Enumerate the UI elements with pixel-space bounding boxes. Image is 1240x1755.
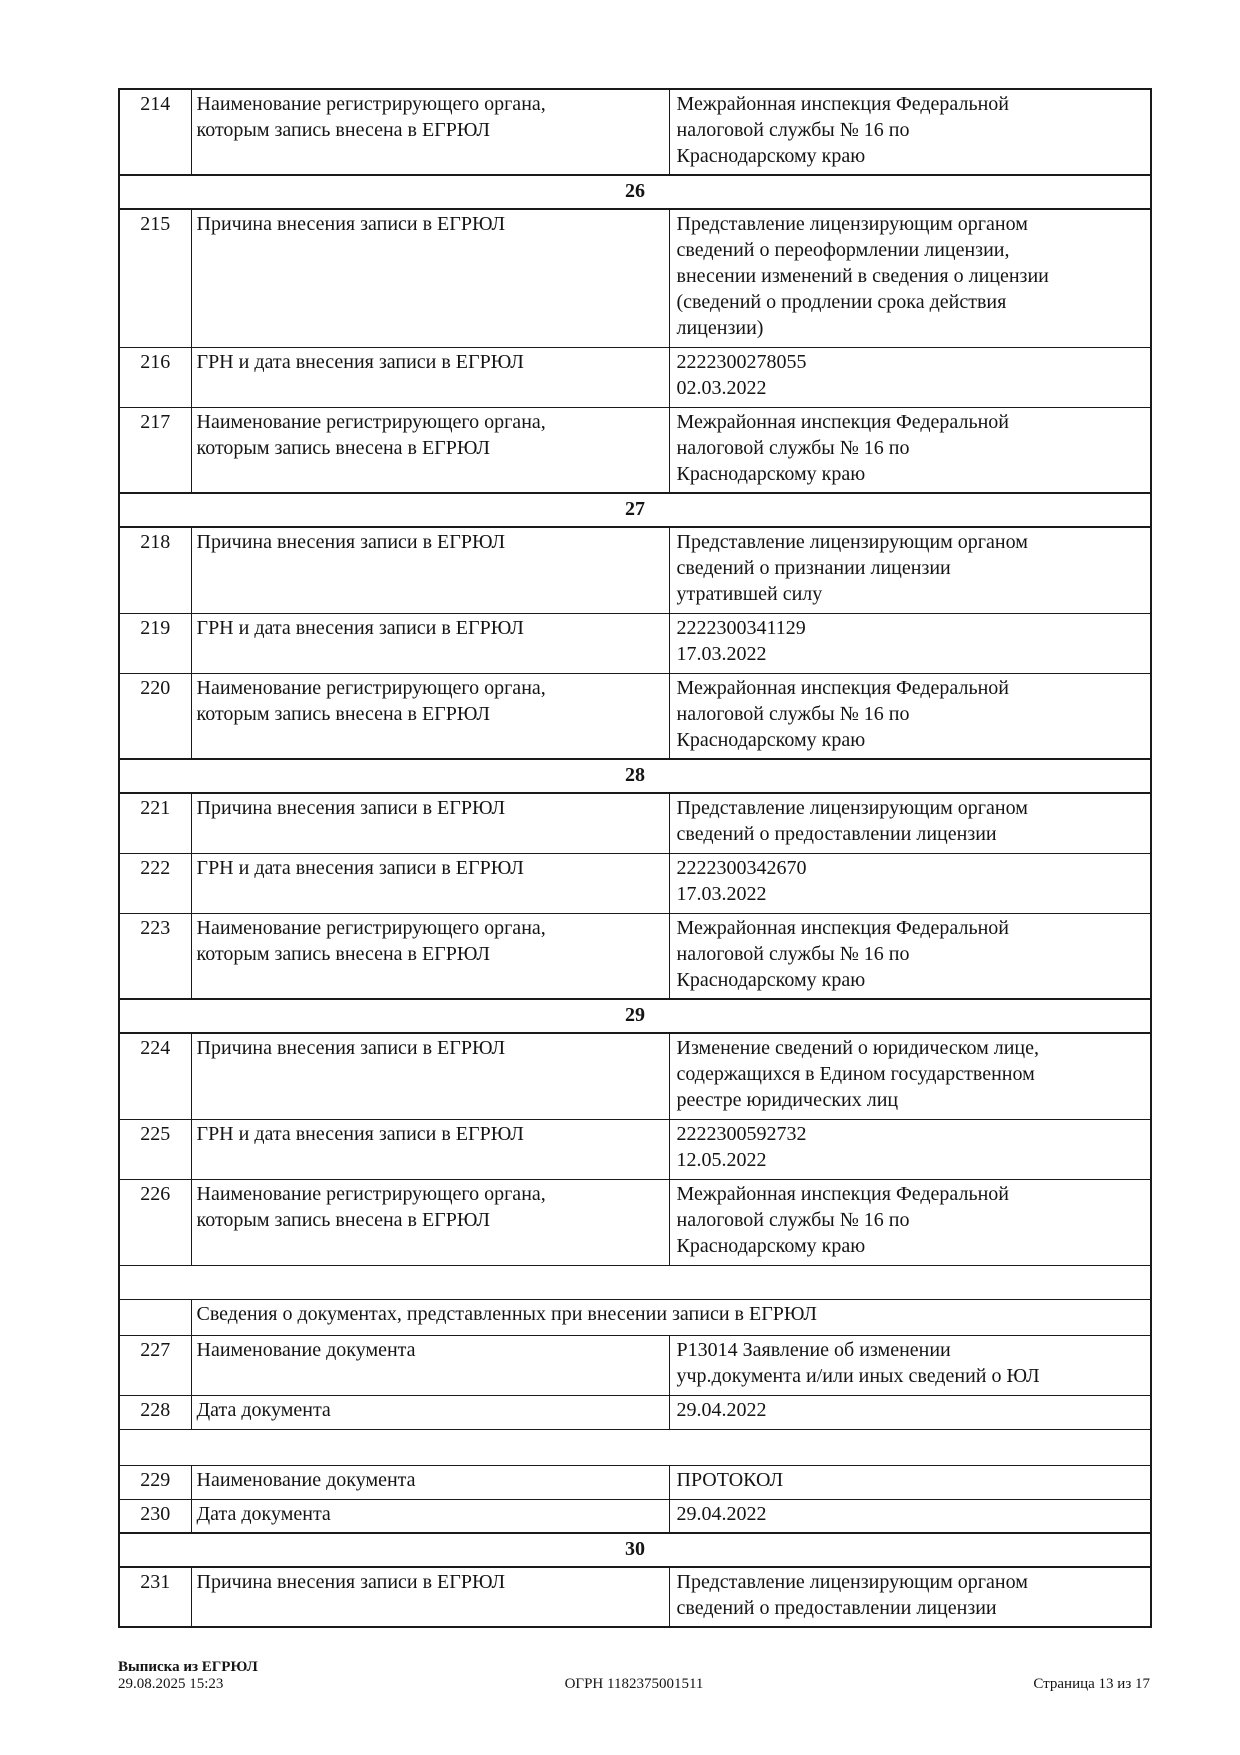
record-value (669, 1179, 1151, 1265)
record-value (669, 89, 1151, 175)
record-label (191, 209, 669, 347)
section-number: 26 (625, 180, 645, 202)
footer-ogrn: ОГРН 1182375001511 (564, 1676, 704, 1692)
table-row (119, 613, 1151, 673)
record-value (669, 209, 1151, 347)
record-number: 217 (119, 407, 191, 493)
record-label-line: ГРН и дата внесения записи в ЕГРЮЛ (196, 616, 524, 639)
record-number: 214 (119, 89, 191, 175)
record-value (669, 793, 1151, 853)
record-value-line: 2222300592732 (676, 1122, 807, 1145)
egrul-records-table (118, 88, 1152, 1628)
record-value (669, 673, 1151, 759)
record-value (669, 1499, 1151, 1533)
record-label (191, 347, 669, 407)
record-label (191, 793, 669, 853)
record-value (669, 527, 1151, 613)
table-row (119, 1033, 1151, 1119)
table-row (119, 1179, 1151, 1265)
record-number: 218 (119, 527, 191, 613)
record-label (191, 613, 669, 673)
record-value (669, 1567, 1151, 1627)
record-label (191, 1465, 669, 1499)
record-number: 222 (119, 853, 191, 913)
record-label (191, 673, 669, 759)
record-label-line: Наименование регистрирующего органа, (196, 93, 546, 115)
record-label (191, 1335, 669, 1395)
table-row (119, 527, 1151, 613)
record-value-line: Представление лицензирующим органом (676, 1571, 1028, 1593)
subheader-empty-number-cell (119, 1299, 191, 1335)
record-label-line: Причина внесения записи в ЕГРЮЛ (196, 213, 506, 235)
table-row (119, 347, 1151, 407)
record-label (191, 1179, 669, 1265)
record-value-line: 2222300342670 (676, 856, 807, 879)
record-value-line: Межрайонная инспекция Федеральной (676, 676, 1009, 699)
record-value-line: Краснодарскому краю (676, 968, 866, 991)
record-value-line: налоговой службы № 16 по (676, 119, 910, 141)
record-number: 226 (119, 1179, 191, 1265)
record-number: 224 (119, 1033, 191, 1119)
page-footer (118, 1659, 1150, 1693)
table-row (119, 493, 1151, 527)
record-label-line: Наименование документа (196, 1338, 416, 1361)
record-label-line: ГРН и дата внесения записи в ЕГРЮЛ (196, 350, 524, 373)
record-value-line: 2222300341129 (676, 616, 806, 639)
record-label (191, 913, 669, 999)
table-row (119, 407, 1151, 493)
record-value-line: 02.03.2022 (676, 376, 767, 399)
record-number: 216 (119, 347, 191, 407)
record-label-line: Причина внесения записи в ЕГРЮЛ (196, 531, 506, 553)
record-label-line: которым запись внесена в ЕГРЮЛ (196, 942, 490, 965)
table-row (119, 1567, 1151, 1627)
record-label (191, 1033, 669, 1119)
section-number: 27 (625, 498, 645, 520)
record-label-line: которым запись внесена в ЕГРЮЛ (196, 1208, 490, 1231)
table-row (119, 793, 1151, 853)
record-value-line: сведений о предоставлении лицензии (676, 1597, 997, 1619)
table-row (119, 999, 1151, 1033)
record-value-line: утратившей силу (676, 583, 823, 605)
record-value-line: Изменение сведений о юридическом лице, (676, 1037, 1040, 1059)
record-value (669, 613, 1151, 673)
section-number: 30 (625, 1538, 645, 1560)
record-value-line: сведений о предоставлении лицензии (676, 823, 997, 845)
footer-page-number: Страница 13 из 17 (1033, 1676, 1150, 1692)
record-label-line: Дата документа (196, 1502, 331, 1525)
table-row (119, 1335, 1151, 1395)
record-value-line: 29.04.2022 (676, 1398, 767, 1421)
table-row (119, 913, 1151, 999)
record-label-line: Наименование регистрирующего органа, (196, 916, 546, 939)
table-row (119, 1465, 1151, 1499)
record-label-line: Причина внесения записи в ЕГРЮЛ (196, 1037, 506, 1059)
record-value-line: содержащихся в Едином государственном (676, 1063, 1035, 1085)
record-value-line: Представление лицензирующим органом (676, 531, 1028, 553)
record-label-line: Причина внесения записи в ЕГРЮЛ (196, 797, 506, 819)
table-row (119, 759, 1151, 793)
record-value (669, 347, 1151, 407)
record-label-line: Причина внесения записи в ЕГРЮЛ (196, 1571, 506, 1593)
record-label-line: Наименование регистрирующего органа, (196, 410, 546, 433)
record-value (669, 1465, 1151, 1499)
record-label-line: которым запись внесена в ЕГРЮЛ (196, 702, 490, 725)
record-value (669, 1395, 1151, 1429)
record-number: 230 (119, 1499, 191, 1533)
record-label (191, 407, 669, 493)
record-value-line: налоговой службы № 16 по (676, 1208, 910, 1231)
record-value-line: Краснодарскому краю (676, 145, 866, 167)
record-value-line: учр.документа и/или иных сведений о ЮЛ (676, 1364, 1040, 1387)
record-label (191, 1119, 669, 1179)
record-value-line: Межрайонная инспекция Федеральной (676, 410, 1009, 433)
record-label (191, 853, 669, 913)
table-row (119, 1429, 1151, 1465)
record-label-line: Наименование регистрирующего органа, (196, 1182, 546, 1205)
record-value-line: внесении изменений в сведения о лицензии (676, 265, 1049, 287)
record-value-line: Межрайонная инспекция Федеральной (676, 1182, 1009, 1205)
record-value-line: сведений о признании лицензии (676, 557, 951, 579)
record-label (191, 89, 669, 175)
record-value (669, 1335, 1151, 1395)
egrul-records-table-body (119, 89, 1151, 1627)
table-row (119, 1499, 1151, 1533)
record-label (191, 527, 669, 613)
record-value-line: Межрайонная инспекция Федеральной (676, 916, 1009, 939)
record-number: 231 (119, 1567, 191, 1627)
record-value-line: 12.05.2022 (676, 1148, 767, 1171)
table-row (119, 175, 1151, 209)
record-number: 215 (119, 209, 191, 347)
record-label-line: Наименование документа (196, 1468, 416, 1491)
record-value-line: ПРОТОКОЛ (676, 1468, 784, 1491)
table-row (119, 1119, 1151, 1179)
record-value (669, 1119, 1151, 1179)
record-value-line: лицензии) (676, 317, 764, 339)
record-number: 225 (119, 1119, 191, 1179)
record-value (669, 407, 1151, 493)
record-value (669, 853, 1151, 913)
table-row (119, 1299, 1151, 1335)
record-value (669, 913, 1151, 999)
record-value-line: реестре юридических лиц (676, 1089, 899, 1111)
record-number: 219 (119, 613, 191, 673)
table-row (119, 1395, 1151, 1429)
record-value-line: (сведений о продлении срока действия (676, 291, 1007, 313)
table-row (119, 853, 1151, 913)
record-number: 227 (119, 1335, 191, 1395)
table-row (119, 673, 1151, 759)
section-number: 29 (625, 1004, 645, 1026)
record-value-line: налоговой службы № 16 по (676, 436, 910, 459)
record-value (669, 1033, 1151, 1119)
record-value-line: 2222300278055 (676, 350, 807, 373)
record-label (191, 1567, 669, 1627)
footer-doc-title: Выписка из ЕГРЮЛ (118, 1659, 258, 1675)
record-value-line: Р13014 Заявление об изменении (676, 1338, 951, 1361)
record-value-line: Краснодарскому краю (676, 728, 866, 751)
record-label-line: ГРН и дата внесения записи в ЕГРЮЛ (196, 1122, 524, 1145)
record-value-line: 29.04.2022 (676, 1502, 767, 1525)
record-number: 223 (119, 913, 191, 999)
record-value-line: Краснодарскому краю (676, 462, 866, 485)
record-value-line: сведений о переоформлении лицензии, (676, 239, 1010, 261)
record-value-line: Представление лицензирующим органом (676, 213, 1028, 235)
record-value-line: Краснодарскому краю (676, 1234, 866, 1257)
documents-subheader: Сведения о документах, представленных при внесении записи в ЕГРЮЛ (196, 1302, 817, 1325)
record-label-line: ГРН и дата внесения записи в ЕГРЮЛ (196, 856, 524, 879)
record-value-line: налоговой службы № 16 по (676, 942, 910, 965)
table-row (119, 1533, 1151, 1567)
record-label-line: которым запись внесена в ЕГРЮЛ (196, 119, 490, 141)
record-number: 228 (119, 1395, 191, 1429)
record-label-line: Наименование регистрирующего органа, (196, 676, 546, 699)
record-label-line: которым запись внесена в ЕГРЮЛ (196, 436, 490, 459)
footer-datetime: 29.08.2025 15:23 (118, 1676, 224, 1692)
table-row (119, 1265, 1151, 1299)
spacer-cell (119, 1265, 1151, 1299)
record-label-line: Дата документа (196, 1398, 331, 1421)
record-label (191, 1395, 669, 1429)
record-value-line: 17.03.2022 (676, 882, 767, 905)
record-value-line: Представление лицензирующим органом (676, 797, 1028, 819)
table-row (119, 209, 1151, 347)
record-number: 229 (119, 1465, 191, 1499)
spacer-cell (119, 1429, 1151, 1465)
record-value-line: Межрайонная инспекция Федеральной (676, 93, 1009, 115)
record-number: 220 (119, 673, 191, 759)
record-value-line: 17.03.2022 (676, 642, 767, 665)
record-label (191, 1499, 669, 1533)
section-number: 28 (625, 764, 645, 786)
table-row (119, 89, 1151, 175)
record-number: 221 (119, 793, 191, 853)
record-value-line: налоговой службы № 16 по (676, 702, 910, 725)
